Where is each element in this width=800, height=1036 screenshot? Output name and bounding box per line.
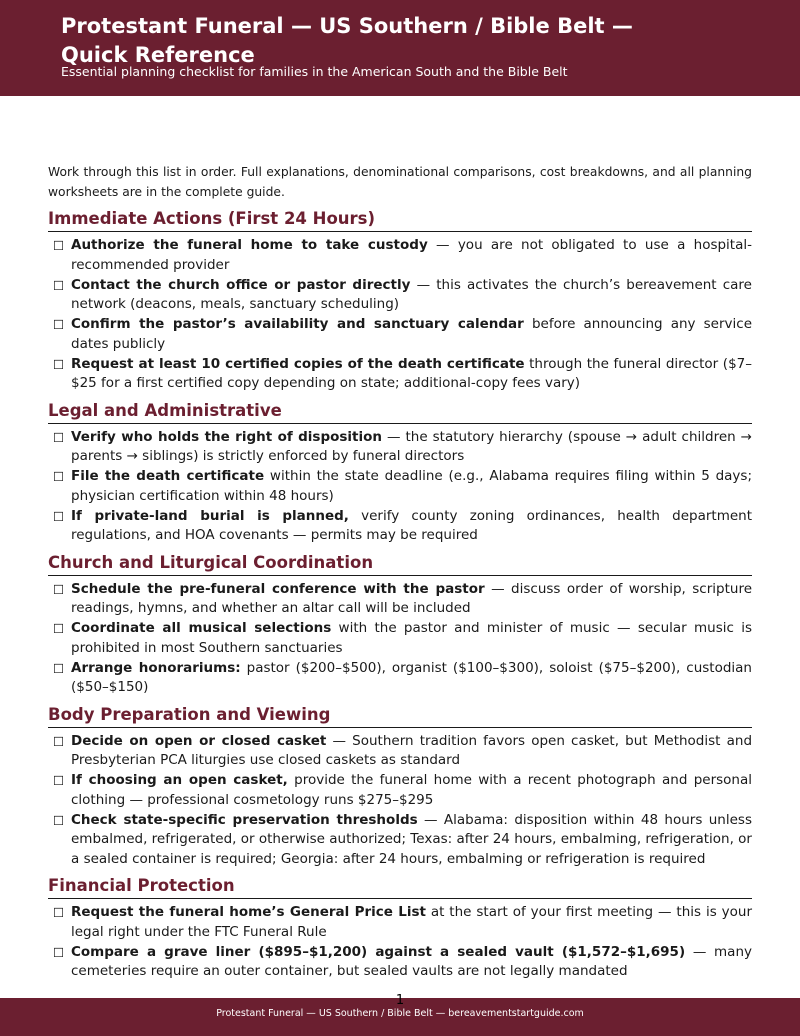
checklist-item (48, 619, 752, 658)
checklist-item (48, 771, 752, 810)
checkbox-icon[interactable]: ☐ (53, 944, 65, 960)
item-action: If choosing an open casket, (71, 772, 288, 788)
page-subtitle: Essential planning checklist for families in the American South and the Bible Belt (61, 64, 568, 79)
item-detail: — discuss order of worship, scripture readings, hymns, and whether an altar call will be included (71, 580, 752, 616)
section-heading: Legal and Administrative (48, 400, 752, 424)
checklist-sections (48, 208, 752, 982)
footer-text: Protestant Funeral — US Southern / Bible Belt — bereavementstartguide.com (216, 1008, 584, 1019)
checkbox-icon[interactable]: ☐ (53, 317, 65, 332)
item-detail: with the pastor and minister of music — secular music is prohibited in most Southern sanctuaries (71, 620, 752, 656)
item-action: Arrange honorariums: (71, 659, 241, 676)
item-detail: — many cemeteries require an outer container, but sealed vaults are not legally mandated (71, 943, 752, 979)
checklist-item (48, 428, 752, 467)
item-action: Confirm the pastor’s availability and sanctuary calendar (71, 316, 524, 332)
checkbox-icon[interactable]: ☐ (53, 621, 65, 636)
item-detail: at the start of your first meeting — this is your legal right under the FTC Funeral Rule (71, 904, 752, 940)
item-action: If private-land burial is planned, (71, 507, 349, 524)
item-detail: provide the funeral home with a recent photograph and personal clothing — professional cosmetology runs $275–$295 (71, 772, 752, 808)
item-action: Check state-specific preservation thresholds (71, 811, 418, 828)
checklist-item (48, 903, 752, 942)
checkbox-icon[interactable]: ☐ (53, 356, 65, 372)
item-action: File the death certificate (71, 468, 265, 484)
checklist-section (48, 552, 752, 698)
item-action: Request the funeral home’s General Price List (71, 904, 426, 920)
checklist-item (48, 276, 752, 315)
checkbox-icon[interactable]: ☐ (53, 733, 65, 749)
header-banner (0, 0, 800, 96)
section-heading: Church and Liturgical Coordination (48, 552, 752, 576)
checkbox-icon[interactable]: ☐ (53, 905, 65, 920)
item-action: Coordinate all musical selections (71, 620, 332, 636)
checklist-item (48, 811, 752, 870)
checkbox-icon[interactable]: ☐ (53, 581, 65, 597)
checklist-item (48, 315, 752, 354)
checklist-item (48, 507, 752, 546)
item-detail: before announcing any service dates publicly (71, 316, 753, 352)
checkbox-icon[interactable]: ☐ (53, 773, 65, 788)
item-detail: — Alabama: disposition within 48 hours unless embalmed, refrigerated, or otherwise authorized; Texas: after 24 hours, embalming, refrigeration, or a sealed container is required; Georgia: after 24 hours, embalming or refrigeration is required (71, 811, 752, 867)
checklist-item (48, 580, 752, 619)
section-heading: Body Preparation and Viewing (48, 704, 752, 728)
checklist-item (48, 732, 752, 771)
main-content (48, 163, 752, 988)
checklist-section (48, 400, 752, 546)
item-action: Decide on open or closed casket (71, 732, 327, 749)
item-action: Request at least 10 certified copies of the death certificate (71, 355, 525, 372)
checkbox-icon[interactable]: ☐ (53, 469, 65, 484)
item-action: Contact the church office or pastor directly (71, 276, 411, 293)
item-detail: pastor ($200–$500), organist ($100–$300), soloist ($75–$200), custodian ($50–$150) (71, 659, 752, 695)
section-heading: Financial Protection (48, 875, 752, 899)
section-heading: Immediate Actions (First 24 Hours) (48, 208, 752, 232)
checkbox-icon[interactable]: ☐ (53, 238, 65, 253)
intro-paragraph: Work through this list in order. Full explanations, denominational comparisons, cost breakdowns, and all planning worksheets are in the complete guide. (48, 165, 752, 199)
item-detail: verify county zoning ordinances, health department regulations, and HOA covenants — permits may be required (71, 507, 752, 543)
checklist-item (48, 467, 752, 506)
checklist-item (48, 943, 752, 982)
item-detail: — Southern tradition favors open casket, but Methodist and Presbyterian PCA liturgies use closed caskets as standard (71, 732, 753, 768)
checkbox-icon[interactable]: ☐ (53, 660, 65, 676)
page-title: Protestant Funeral — US Southern / Bible Belt — Quick Reference (61, 14, 633, 67)
checklist-section (48, 704, 752, 870)
checklist-item (48, 236, 752, 275)
item-detail: — this activates the church’s bereavement care network (deacons, meals, sanctuary scheduling) (71, 276, 752, 312)
item-detail: within the state deadline (e.g., Alabama requires filing within 5 days; physician certification within 48 hours) (71, 468, 753, 504)
item-action: Schedule the pre-funeral conference with the pastor (71, 580, 485, 597)
checklist-item (48, 659, 752, 698)
checkbox-icon[interactable]: ☐ (53, 277, 65, 293)
item-action: Verify who holds the right of disposition (71, 428, 383, 445)
checklist-section (48, 875, 752, 982)
checklist-section (48, 208, 752, 394)
checklist-item (48, 355, 752, 394)
item-detail: through the funeral director ($7–$25 for a first certified copy depending on state; additional-copy fees vary) (71, 355, 752, 391)
item-detail: — you are not obligated to use a hospital-recommended provider (71, 237, 752, 273)
checkbox-icon[interactable]: ☐ (53, 429, 65, 445)
checkbox-icon[interactable]: ☐ (53, 508, 65, 524)
item-action: Compare a grave liner ($895–$1,200) against a sealed vault ($1,572–$1,695) (71, 943, 686, 960)
item-action: Authorize the funeral home to take custody (71, 237, 428, 253)
checkbox-icon[interactable]: ☐ (53, 812, 65, 828)
item-detail: — the statutory hierarchy (spouse → adult children → parents → siblings) is strictly enforced by funeral directors (71, 428, 752, 464)
page-number: 1 (395, 993, 405, 1008)
